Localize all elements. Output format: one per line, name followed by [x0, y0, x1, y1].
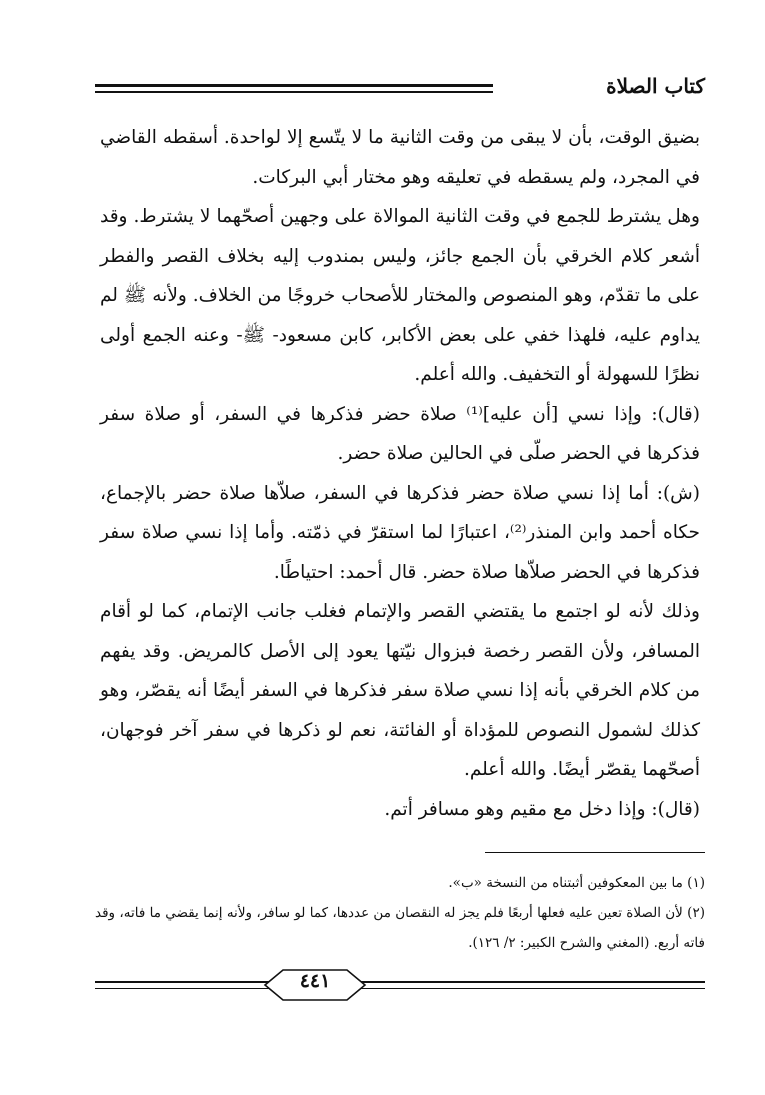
page-number: ٤٤١	[299, 970, 331, 992]
paragraph-5: وذلك لأنه لو اجتمع ما يقتضي القصر والإتمام فغلب جانب الإتمام، كما لو أقام المسافر، ولأن القصر رخصة فبزوال نيّتها يعود إلى الأصل كالمريض. وقد يفهم من كلام الخرقي بأنه إذا نسي صلاة سفر فذكرها في السفر أيضًا أنه يقصّر، وهو كذلك لشمول النصوص للمؤداة أو الفائتة، نعم لو ذكرها في سفر آخر فوجهان، أصحّهما يقصّر أيضًا. والله أعلم.	[100, 601, 700, 780]
footnote-2: (٢) لأن الصلاة تعين عليه فعلها أربعًا فلم يجز له النقصان من عددها، كما لو سافر، ولأنه إنما يقضي ما فاته، وقد فاته أربع. (المغني والشرح الكبير: ٢/ ١٢٦).	[95, 905, 705, 951]
footnote-1: (١) ما بين المعكوفين أثبتناه من النسخة «ب».	[448, 875, 705, 891]
footer-rule-left-thin	[95, 988, 270, 989]
main-text	[100, 118, 700, 829]
header-rule-thick	[95, 84, 493, 87]
paragraph-1: بضيق الوقت، بأن لا يبقى من وقت الثانية ما لا يتّسع إلا لواحدة. أسقطه القاضي في المجرد، ولم يسقطه في تعليقه وهو مختار أبي البركات.	[100, 127, 700, 188]
paragraph-6: (قال): وإذا دخل مع مقيم وهو مسافر أتم.	[384, 798, 700, 820]
footnote-separator	[485, 852, 705, 853]
footer-rule-right-thin	[360, 988, 705, 989]
running-header	[95, 74, 705, 104]
footer-rule-right-thick	[360, 981, 705, 983]
paragraph-3: (قال): وإذا نسي [أن عليه]⁽¹⁾ صلاة حضر فذكرها في السفر، أو صلاة سفر فذكرها في الحضر صلّى في الحالين صلاة حضر.	[100, 403, 700, 464]
header-title: كتاب الصلاة	[606, 74, 705, 98]
footer-rule-left-thick	[95, 981, 270, 983]
page-footer	[95, 968, 705, 1008]
paragraph-4: (ش): أما إذا نسي صلاة حضر فذكرها في السفر، صلاّها صلاة حضر بالإجماع، حكاه أحمد وابن المنذر⁽²⁾، اعتبارًا لما استقرّ في ذمّته. وأما إذا نسي صلاة سفر فذكرها في الحضر صلاّها صلاة حضر. قال أحمد: احتياطًا.	[100, 482, 700, 583]
header-rule-thin	[95, 91, 493, 93]
footnotes	[95, 868, 705, 958]
paragraph-2: وهل يشترط للجمع في وقت الثانية الموالاة على وجهين أصحّهما لا يشترط. وقد أشعر كلام الخرقي بأن الجمع جائز، وليس بمندوب إليه بخلاف القصر والفطر على ما تقدّم، وهو المنصوص والمختار للأصحاب خروجًا من الخلاف. ولأنه ﷺ لم يداوم عليه، فلهذا خفي على بعض الأكابر، كابن مسعود- ﷺ- وعنه الجمع أولى نظرًا للسهولة أو التخفيف. والله أعلم.	[100, 206, 700, 385]
page-number-badge	[263, 968, 367, 1002]
